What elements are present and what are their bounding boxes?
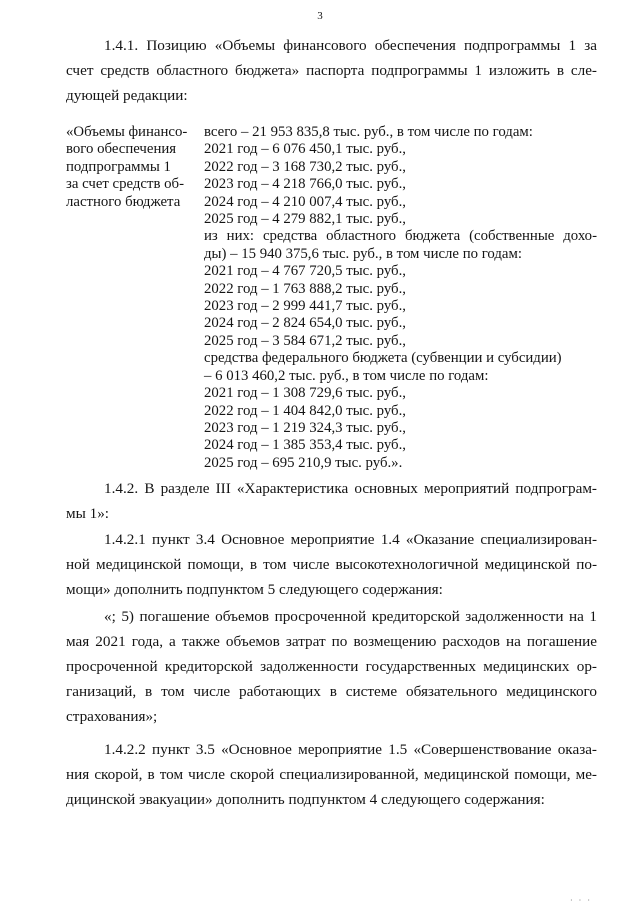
paragraph-line: дующей редакции: — [66, 87, 188, 104]
value-line: 2025 год – 4 279 882,1 тыс. руб., — [204, 211, 406, 228]
page-number: 3 — [317, 10, 323, 22]
paragraph-line: 1.4.2. В разделе III «Характеристика основных мероприятий подпрограм- — [104, 480, 597, 497]
paragraph-line: страхования»; — [66, 708, 158, 725]
paragraph-line: просроченной кредиторской задолженности государственных медицинских ор- — [66, 658, 597, 675]
label-line: вого обеспечения — [66, 141, 177, 158]
paragraph-line: «; 5) погашение объемов просроченной кредиторской задолженности на 1 — [104, 608, 597, 625]
paragraph-line: счет средств областного бюджета» паспорта подпрограммы 1 изложить в сле- — [66, 62, 597, 79]
paragraph-line: 1.4.1. Позицию «Объемы финансового обеспечения подпрограммы 1 за — [104, 37, 597, 54]
value-line: всего – 21 953 835,8 тыс. руб., в том числе по годам: — [204, 124, 533, 140]
label-line: ластного бюджета — [66, 193, 181, 210]
value-line: ды) – 15 940 375,6 тыс. руб., в том числе по годам: — [204, 245, 522, 262]
paragraph-insert-text — [66, 604, 597, 729]
value-line: 2022 год – 3 168 730,2 тыс. руб., — [204, 158, 406, 175]
scan-mark: · · · — [570, 896, 592, 905]
label-line: «Объемы финансо- — [66, 124, 188, 140]
value-line: 2024 год – 2 824 654,0 тыс. руб., — [204, 315, 406, 332]
paragraph-line: 1.4.2.1 пункт 3.4 Основное мероприятие 1.4 «Оказание специализирован- — [104, 531, 597, 548]
value-line: из них: средства областного бюджета (собственные дохо- — [204, 228, 597, 245]
value-line: 2021 год – 6 076 450,1 тыс. руб., — [204, 141, 406, 158]
value-line: 2022 год – 1 404 842,0 тыс. руб., — [204, 402, 406, 419]
passport-label-cell — [66, 124, 196, 211]
paragraph-line: ния скорой, в том числе скорой специализированной, медицинской помощи, ме- — [66, 766, 597, 783]
paragraph-line: мощи» дополнить подпунктом 5 следующего содержания: — [66, 581, 443, 598]
value-line: 2025 год – 695 210,9 тыс. руб.». — [204, 454, 403, 471]
value-line: 2024 год – 1 385 353,4 тыс. руб., — [204, 437, 406, 454]
paragraph-line: ной медицинской помощи, в том числе высокотехнологичной медицинской по- — [66, 556, 597, 573]
value-line: 2022 год – 1 763 888,2 тыс. руб., — [204, 280, 406, 297]
value-line: – 6 013 460,2 тыс. руб., в том числе по годам: — [204, 367, 489, 384]
value-line: 2023 год – 2 999 441,7 тыс. руб., — [204, 298, 406, 315]
paragraph-line: мы 1»: — [66, 505, 110, 522]
paragraph-1-4-2-2 — [66, 737, 597, 812]
value-line: 2023 год – 4 218 766,0 тыс. руб., — [204, 176, 406, 193]
value-line: средства федерального бюджета (субвенции и субсидии) — [204, 350, 562, 367]
passport-values-cell — [204, 124, 597, 472]
paragraph-line: 1.4.2.2 пункт 3.5 «Основное мероприятие 1.5 «Совершенствование оказа- — [104, 741, 597, 758]
value-line: 2021 год – 1 308 729,6 тыс. руб., — [204, 385, 406, 402]
label-line: подпрограммы 1 — [66, 158, 171, 175]
value-line: 2025 год – 3 584 671,2 тыс. руб., — [204, 332, 406, 349]
value-line: 2021 год – 4 767 720,5 тыс. руб., — [204, 263, 406, 280]
paragraph-1-4-2 — [66, 476, 597, 526]
value-line: 2023 год – 1 219 324,3 тыс. руб., — [204, 419, 406, 436]
paragraph-1-4-2-1 — [66, 527, 597, 602]
paragraph-line: мая 2021 года, а также объемов затрат по возмещению расходов на погашение — [66, 633, 597, 650]
value-line: 2024 год – 4 210 007,4 тыс. руб., — [204, 193, 406, 210]
paragraph-line: ганизаций, в том числе работающих в системе обязательного медицинского — [66, 683, 597, 700]
paragraph-1-4-1 — [66, 33, 597, 108]
paragraph-line: дицинской эвакуации» дополнить подпунктом 4 следующего содержания: — [66, 791, 545, 808]
label-line: за счет средств об- — [66, 176, 184, 193]
